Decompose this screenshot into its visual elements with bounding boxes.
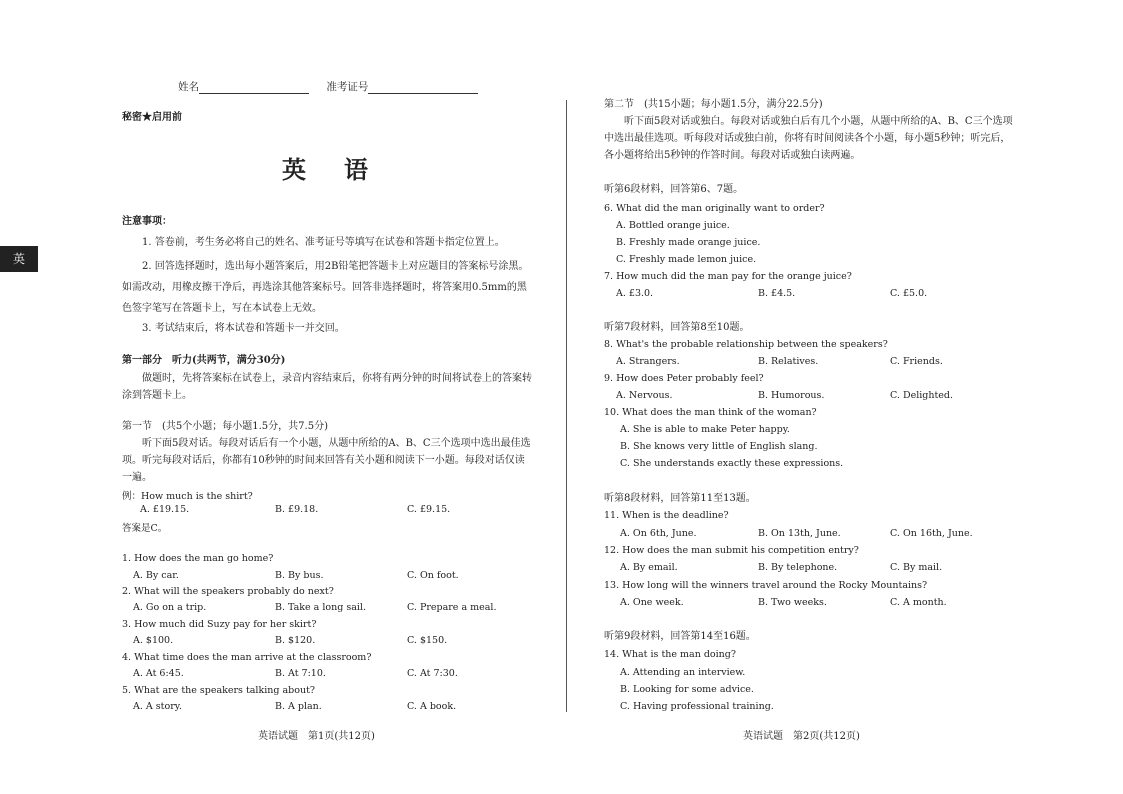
option: C. Having professional training. bbox=[620, 701, 774, 712]
id-label: 准考证号 bbox=[326, 81, 369, 93]
option: B. £4.5. bbox=[758, 288, 796, 299]
option: A. By car. bbox=[133, 570, 179, 581]
option: C. £5.0. bbox=[890, 288, 928, 299]
question: 7. How much did the man pay for the orange juice? bbox=[604, 271, 852, 282]
note-item: 3. 考试结束后，将本试卷和答题卡一并交回。 bbox=[142, 323, 345, 334]
option: B. Two weeks. bbox=[758, 597, 827, 608]
question: 5. What are the speakers talking about? bbox=[122, 685, 315, 696]
section2-heading: 第二节 (共15小题；每小题1.5分，满分22.5分) bbox=[604, 99, 823, 110]
note-item: 2. 回答选择题时，选出每小题答案后，用2B铅笔把答题卡上对应题目的答案标号涂黑。如需改动，用橡皮擦干净后，再选涂其他答案标号。回答非选择题时，将答案用0.5mm的黑色签字笔写在答题卡上，写在本试卷上无效。 bbox=[122, 261, 529, 314]
candidate-info bbox=[178, 79, 492, 94]
column-divider bbox=[566, 100, 567, 712]
question: 6. What did the man originally want to order? bbox=[604, 203, 825, 214]
question: 12. How does the man submit his competition entry? bbox=[604, 545, 859, 556]
option: C. Prepare a meal. bbox=[407, 602, 497, 613]
example-answer: 答案是C。 bbox=[122, 523, 168, 534]
material-heading: 听第9段材料，回答第14至16题。 bbox=[604, 631, 756, 642]
option: B. By telephone. bbox=[758, 562, 838, 573]
page-footer: 英语试题 第1页(共12页) bbox=[258, 731, 375, 742]
option: C. At 7:30. bbox=[407, 668, 458, 679]
option: B. She knows very little of English slang. bbox=[620, 441, 818, 452]
question: 14. What is the man doing? bbox=[604, 649, 736, 660]
option: A. A story. bbox=[133, 701, 182, 712]
option: B. On 13th, June. bbox=[758, 528, 841, 539]
option: C. She understands exactly these expressions. bbox=[620, 458, 844, 469]
option: C. A book. bbox=[407, 701, 457, 712]
option: A. Go on a trip. bbox=[133, 602, 207, 613]
option: C. Delighted. bbox=[890, 390, 954, 401]
question: 10. What does the man think of the woman? bbox=[604, 407, 817, 418]
option: C. Freshly made lemon juice. bbox=[616, 254, 757, 265]
option: A. Nervous. bbox=[616, 390, 673, 401]
option: A. £3.0. bbox=[616, 288, 654, 299]
option: A. She is able to make Peter happy. bbox=[620, 424, 790, 435]
example-option: C. £9.15. bbox=[407, 504, 451, 515]
example-option: A. £19.15. bbox=[140, 504, 190, 515]
page-2 bbox=[568, 0, 1123, 794]
question: 3. How much did Suzy pay for her skirt? bbox=[122, 619, 317, 630]
option: A. Bottled orange juice. bbox=[616, 220, 730, 231]
option: A. By email. bbox=[620, 562, 678, 573]
option: C. On foot. bbox=[407, 570, 459, 581]
question: 8. What's the probable relationship between the speakers? bbox=[604, 339, 888, 350]
notes-heading: 注意事项： bbox=[122, 216, 172, 227]
option: B. A plan. bbox=[275, 701, 322, 712]
section1-intro: 听下面5段对话。每段对话后有一个小题，从题中所给的A、B、C三个选项中选出最佳选项。听完每段对话后，你都有10秒钟的时间来回答有关小题和阅读下一小题。每段对话仅读一遍。 bbox=[122, 438, 531, 483]
question: 13. How long will the winners travel around the Rocky Mountains? bbox=[604, 580, 928, 591]
option: B. Take a long sail. bbox=[275, 602, 366, 613]
material-heading: 听第6段材料，回答第6、7题。 bbox=[604, 184, 744, 195]
question: 9. How does Peter probably feel? bbox=[604, 373, 764, 384]
subject-tab: 英 bbox=[0, 246, 38, 272]
option: A. Strangers. bbox=[616, 356, 680, 367]
option: B. $120. bbox=[275, 635, 316, 646]
example-question: 例：How much is the shirt? bbox=[122, 491, 253, 502]
question: 11. When is the deadline? bbox=[604, 510, 729, 521]
option: C. By mail. bbox=[890, 562, 943, 573]
option: A. Attending an interview. bbox=[620, 667, 746, 678]
option: A. One week. bbox=[620, 597, 684, 608]
name-label: 姓名 bbox=[178, 81, 199, 93]
material-heading: 听第7段材料，回答第8至10题。 bbox=[604, 322, 750, 333]
option: C. Friends. bbox=[890, 356, 943, 367]
option: A. On 6th, June. bbox=[620, 528, 697, 539]
note-item: 1. 答卷前，考生务必将自己的姓名、准考证号等填写在试卷和答题卡指定位置上。 bbox=[142, 237, 505, 248]
option: B. Looking for some advice. bbox=[620, 684, 754, 695]
section2-intro: 听下面5段对话或独白。每段对话或独白后有几个小题，从题中所给的A、B、C三个选项中选出最佳选项。听每段对话或独白前，你将有时间阅读各个小题，每小题5秒钟；听完后，各小题将给出5秒钟的作答时间。每段对话或独白读两遍。 bbox=[604, 116, 1013, 161]
question: 4. What time does the man arrive at the classroom? bbox=[122, 652, 372, 663]
option: B. By bus. bbox=[275, 570, 324, 581]
part1-heading: 第一部分 听力(共两节，满分30分) bbox=[122, 355, 286, 366]
option: B. Humorous. bbox=[758, 390, 825, 401]
option: B. At 7:10. bbox=[275, 668, 326, 679]
page-title: 英语 bbox=[282, 155, 406, 184]
part1-intro: 做题时，先将答案标在试卷上，录音内容结束后，你将有两分钟的时间将试卷上的答案转涂到答题卡上。 bbox=[122, 373, 532, 401]
question: 1. How does the man go home? bbox=[122, 553, 274, 564]
material-heading: 听第8段材料，回答第11至13题。 bbox=[604, 493, 756, 504]
option: B. Relatives. bbox=[758, 356, 819, 367]
option: C. $150. bbox=[407, 635, 448, 646]
secret-mark: 秘密★启用前 bbox=[122, 112, 182, 123]
name-blank bbox=[199, 81, 309, 94]
option: C. On 16th, June. bbox=[890, 528, 973, 539]
option: A. At 6:45. bbox=[133, 668, 184, 679]
option: C. A month. bbox=[890, 597, 947, 608]
example-option: B. £9.18. bbox=[275, 504, 319, 515]
option: A. $100. bbox=[133, 635, 174, 646]
option: B. Freshly made orange juice. bbox=[616, 237, 761, 248]
page-footer: 英语试题 第2页(共12页) bbox=[743, 731, 860, 742]
id-blank bbox=[368, 81, 478, 94]
question: 2. What will the speakers probably do next? bbox=[122, 586, 334, 597]
section1-heading: 第一节 (共5个小题；每小题1.5分，共7.5分) bbox=[122, 421, 328, 432]
